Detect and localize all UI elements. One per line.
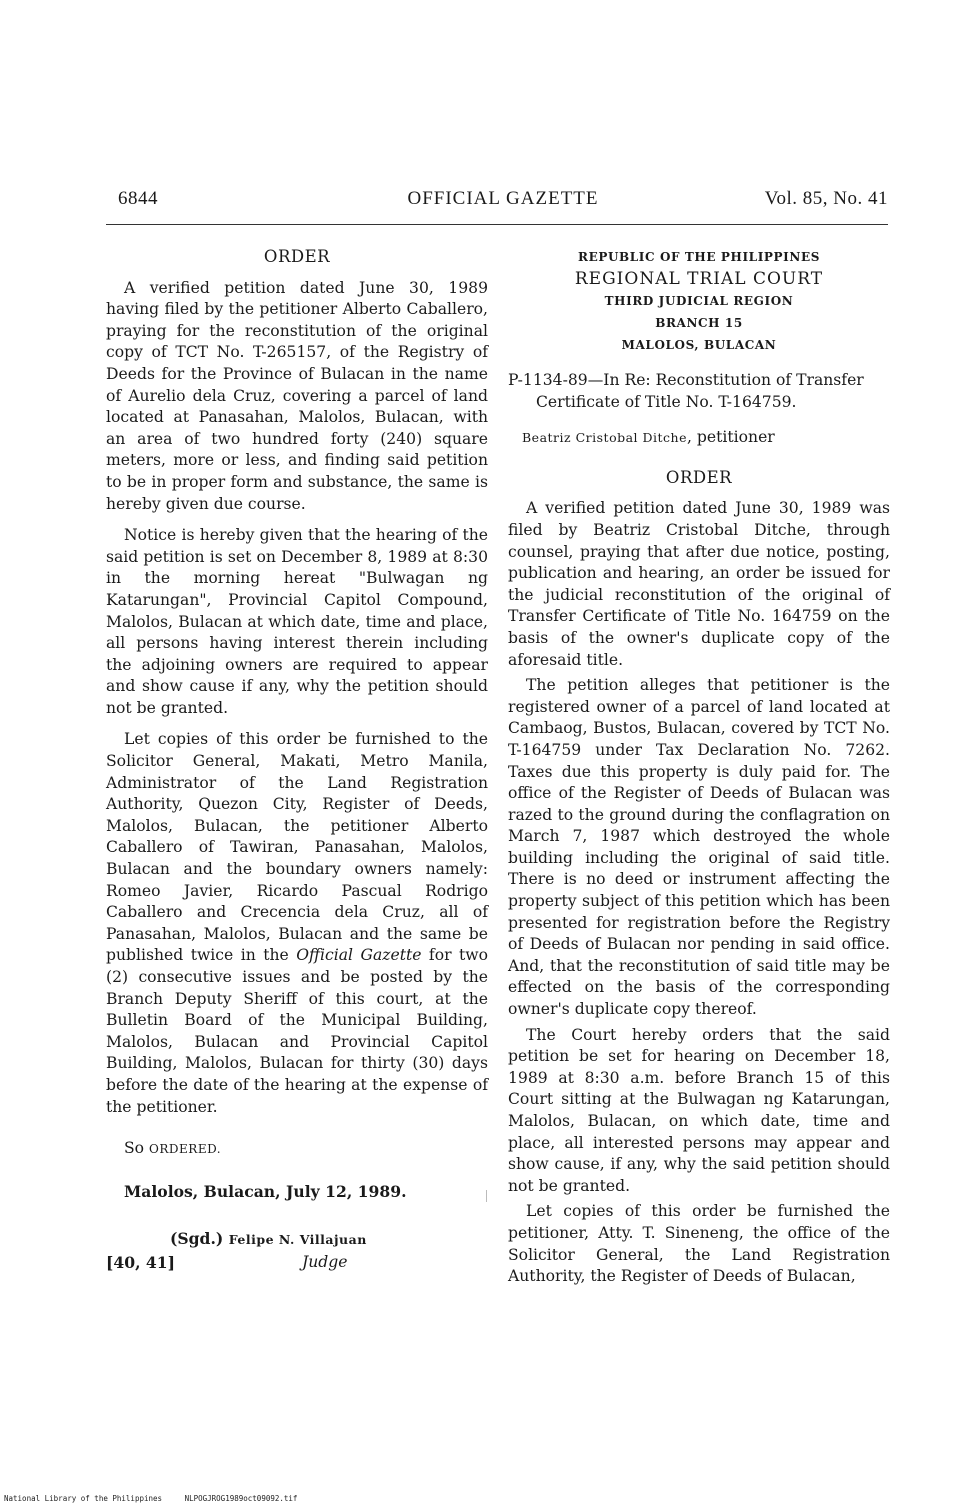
footer-library: National Library of the Philippines (4, 1494, 163, 1503)
court-header (508, 246, 890, 356)
right-paragraph-1: A verified petition dated June 30, 1989 was filed by Beatriz Cristobal Ditche, through counsel, praying that after due notice, posting, publication and hearing, an order be issued for the judicial reconstitution of the original of Transfer Certificate of Title No. 164759 on the basis of the owner's duplicate copy of the aforesaid title. (508, 499, 890, 669)
left-paragraph-3-part-2: for two (2) consecutive issues and be posted by the Branch Deputy Sheriff of this court, at the Bulletin Board of the Municipal Building, Malolos, Bulacan and Provincial Capitol Building, Malolos, Bulacan for thirty (30) days before the date of the hearing at the expense of the petitioner. (106, 946, 489, 1116)
court-name: REGIONAL TRIAL COURT (574, 269, 824, 289)
left-paragraph-2: Notice is hereby given that the hearing of the said petition is set on December 8, 1989 at 8:30 in the morning hereat "Bulwagan ng Katarungan", Provincial Capitol Compound, Malolos, Bulacan at which date, time and place, all persons having interest therein including the adjoining owners are required to appear and show cause if any, why the petition should not be granted. (106, 526, 488, 717)
judge-name: Felipe N. Villajuan (228, 1232, 367, 1248)
right-paragraph-3: The Court hereby orders that the said petition be set for hearing on December 18, 1989 at 8:30 a.m. before Branch 15 of this Court sitting at the Bulwagan ng Katarungan, Malolos, Bulacan, on which date, time and place, all interested persons may appear and show cause, if any, why the said petition should not be granted. (508, 1025, 890, 1195)
right-column (508, 246, 890, 1292)
order-date: Malolos, Bulacan, July 12, 1989. (124, 1181, 407, 1201)
left-column (106, 246, 488, 1278)
official-gazette-italic: Official Gazette (296, 946, 422, 965)
right-order-title: ORDER (665, 467, 733, 487)
right-paragraph-4: Let copies of this order be furnished the petitioner, Atty. T. Sineneng, the office of the Solicitor General, the Land Registration Authority, the Register of Deeds of Bulacan, (508, 1202, 890, 1286)
left-paragraph-3 (106, 729, 488, 1118)
so-ordered (124, 1138, 488, 1161)
page-header (118, 188, 888, 218)
so-ordered-prefix: So (124, 1139, 150, 1158)
branch-line: BRANCH 15 (655, 316, 743, 330)
left-paragraph-1: A verified petition dated June 30, 1989 having filed by the petitioner Alberto Caballero, praying for the reconstitution of the original copy of TCT No. T-265157, of the Registry of Deeds for the Province of Bulacan in the name of Aurelio dela Cruz, covering a parcel of land located at Panasahan, Malolos, Bulacan, with an area of two hundred forty (240) square meters, more or less, and finding said petition to be in proper form and substance, the same is hereby given due course. (106, 278, 488, 513)
petitioner-suffix: , petitioner (687, 428, 775, 447)
left-paragraph-3-part-1: Let copies of this order be furnished to the Solicitor General, Makati, Metro Manila, Administrator of the Land Registration Authority, Quezon City, Register of Deeds, Malolos, Bulacan, the petitioner Alberto Caballero of Tawiran, Panasahan, Malolos, Bulacan and the boundary owners namely: Romeo Javier, Ricardo Pascual Rodrigo Caballero and Crecencia dela Cruz, all of Panasahan, Malolos, Bulacan and the same be published twice in the (106, 730, 488, 965)
volume-number: Vol. 85, No. 41 (764, 188, 888, 209)
republic-line: REPUBLIC OF THE PHILIPPINES (578, 250, 820, 264)
signature-block (106, 1228, 488, 1278)
scan-mark (486, 1190, 487, 1202)
left-order-title: ORDER (263, 247, 331, 266)
publication-title: OFFICIAL GAZETTE (407, 188, 599, 209)
judge-title: Judge (302, 1253, 348, 1272)
header-rule (106, 224, 888, 225)
petitioner-line (522, 427, 890, 449)
petitioner-name: Beatriz Cristobal Ditche (522, 430, 688, 446)
right-paragraph-2: The petition alleges that petitioner is the registered owner of a parcel of land located at Cambaog, Bustos, Bulacan, covered by TCT No. T-164759 under Tax Declaration No. 7262. Taxes due this property is duly paid for. The office of the Register of Deeds of Bulacan was razed to the ground during the conflagration on March 7, 1987 which destroyed the whole building including the original of said title. There is no deed or instrument affecting the property subject of this petition which has been presented for registration before the Registry of Deeds of Bulacan nor pending in said office. And, that the reconstitution of said title may be effected on the basis of the corresponding owner's duplicate copy thereof. (508, 676, 890, 1019)
page-number: 6844 (118, 188, 158, 209)
footer-file: NLPOGJROG1989oct09092.tif (184, 1494, 298, 1503)
case-line: P-1134-89—In Re: Reconstitution of Transfer Certificate of Title No. T-164759. (508, 371, 864, 411)
judicial-region: THIRD JUDICIAL REGION (604, 294, 794, 308)
sgd-label: (Sgd.) (170, 1229, 229, 1249)
so-ordered-caps: ORDERED. (149, 1142, 222, 1157)
location-line: MALOLOS, BULACAN (621, 338, 777, 352)
issue-reference: [40, 41] (106, 1253, 176, 1273)
signature-line (170, 1228, 488, 1251)
scan-footer (4, 1494, 315, 1503)
